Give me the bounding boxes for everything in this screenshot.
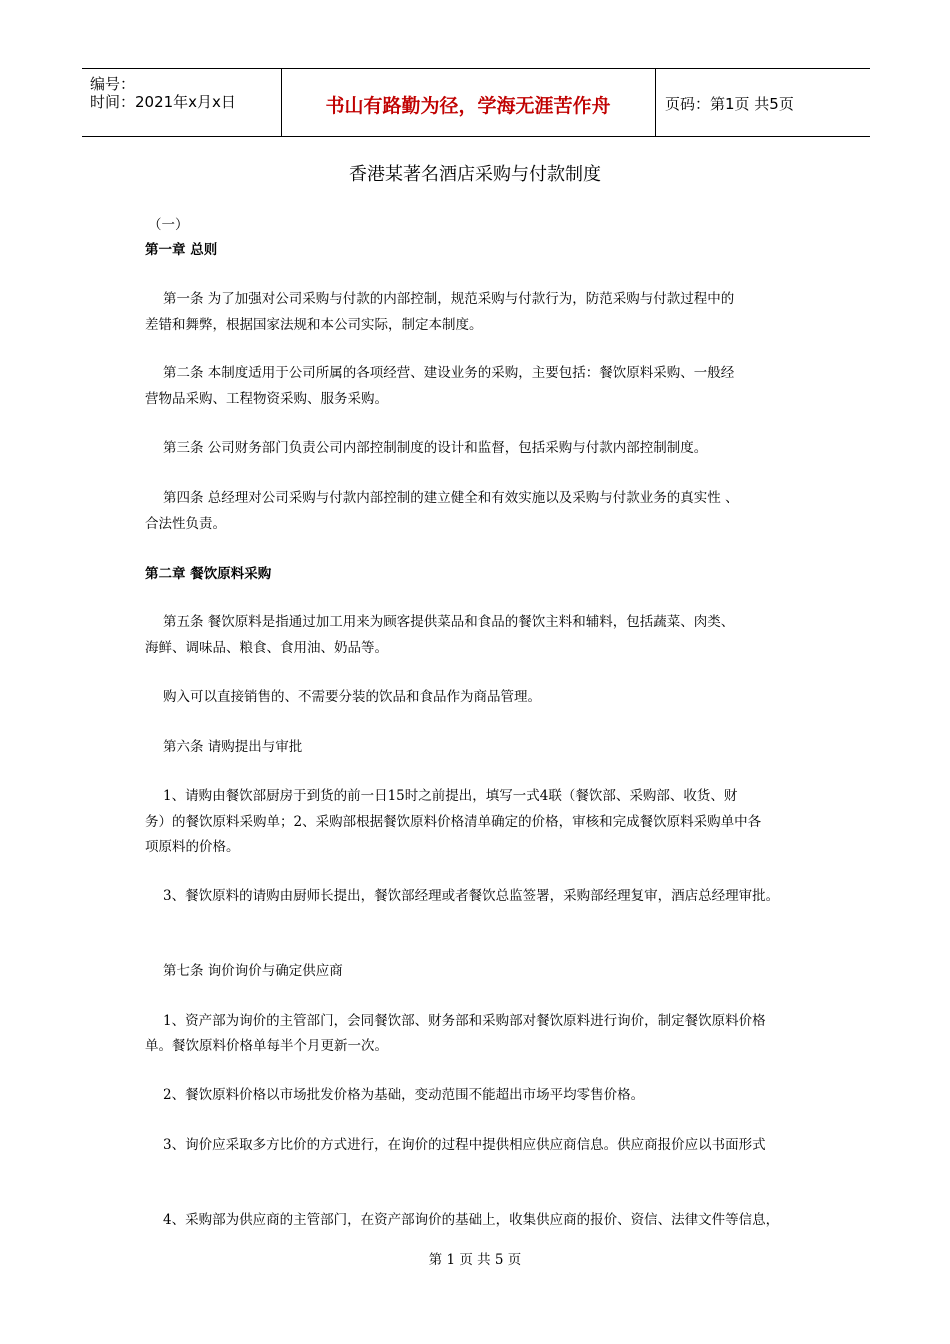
article-line: 1、资产部为询价的主管部门，会同餐饮部、财务部和采购部对餐饮原料进行询价，制定餐饮原料价格 [163, 1013, 766, 1029]
article-line: 3、询价应采取多方比价的方式进行，在询价的过程中提供相应供应商信息。供应商报价应以书面形式 [163, 1137, 766, 1153]
article-line: 海鲜、调味品、粮食、食用油、奶品等。 [145, 640, 388, 656]
article-line: 营物品采购、工程物资采购、服务采购。 [145, 391, 388, 407]
header-page-label: 页码：第1页 共5页 [665, 95, 794, 113]
article-line: 4、采购部为供应商的主管部门，在资产部询价的基础上，收集供应商的报价、资信、法律文件等信息， [163, 1212, 780, 1228]
header-divider [655, 69, 656, 136]
article-line: 单。餐饮原料价格单每半个月更新一次。 [145, 1038, 388, 1054]
article-line: 第四条 总经理对公司采购与付款内部控制的建立健全和有效实施以及采购与付款业务的真实性 、 [163, 490, 739, 506]
article-line: 第七条 询价询价与确定供应商 [163, 963, 343, 979]
article-line: 务）的餐饮原料采购单；2、采购部根据餐饮原料价格清单确定的价格，审核和完成餐饮原料采购单中各 [145, 814, 762, 830]
article-line: 合法性负责。 [145, 516, 226, 532]
article-line: 购入可以直接销售的、不需要分装的饮品和食品作为商品管理。 [163, 689, 541, 705]
document-number-label: 编号： [90, 75, 136, 93]
article-line: 3、餐饮原料的请购由厨师长提出，餐饮部经理或者餐饮总监签署，采购部经理复审，酒店总经理审批。 [163, 888, 780, 904]
document-header [82, 68, 870, 137]
document-date-label: 时间：2021年x月x日 [90, 93, 236, 111]
document-title: 香港某著名酒店采购与付款制度 [349, 164, 601, 185]
header-motto: 书山有路勤为径，学海无涯苦作舟 [325, 95, 611, 117]
article-line: 2、餐饮原料价格以市场批发价格为基础，变动范围不能超出市场平均零售价格。 [163, 1087, 645, 1103]
article-line: 第五条 餐饮原料是指通过加工用来为顾客提供菜品和食品的餐饮主料和辅料，包括蔬菜、肉类、 [163, 614, 735, 630]
page-footer: 第 1 页 共 5 页 [428, 1252, 522, 1268]
article-line: 1、请购由餐饮部厨房于到货的前一日15时之前提出，填写一式4联（餐饮部、采购部、收货、财 [163, 788, 738, 804]
article-line: 差错和舞弊，根据国家法规和本公司实际，制定本制度。 [145, 317, 483, 333]
chapter-heading: 第一章 总则 [145, 242, 218, 258]
article-line: 第二条 本制度适用于公司所属的各项经营、建设业务的采购，主要包括：餐饮原料采购、一般经 [163, 365, 735, 381]
article-line: 第一条 为了加强对公司采购与付款的内部控制，规范采购与付款行为，防范采购与付款过程中的 [163, 291, 735, 307]
chapter-heading: 第二章 餐饮原料采购 [145, 566, 272, 582]
article-line: 项原料的价格。 [145, 839, 240, 855]
article-line: 第六条 请购提出与审批 [163, 739, 303, 755]
article-line: 第三条 公司财务部门负责公司内部控制制度的设计和监督，包括采购与付款内部控制制度。 [163, 440, 708, 456]
section-marker: （一） [148, 217, 189, 233]
